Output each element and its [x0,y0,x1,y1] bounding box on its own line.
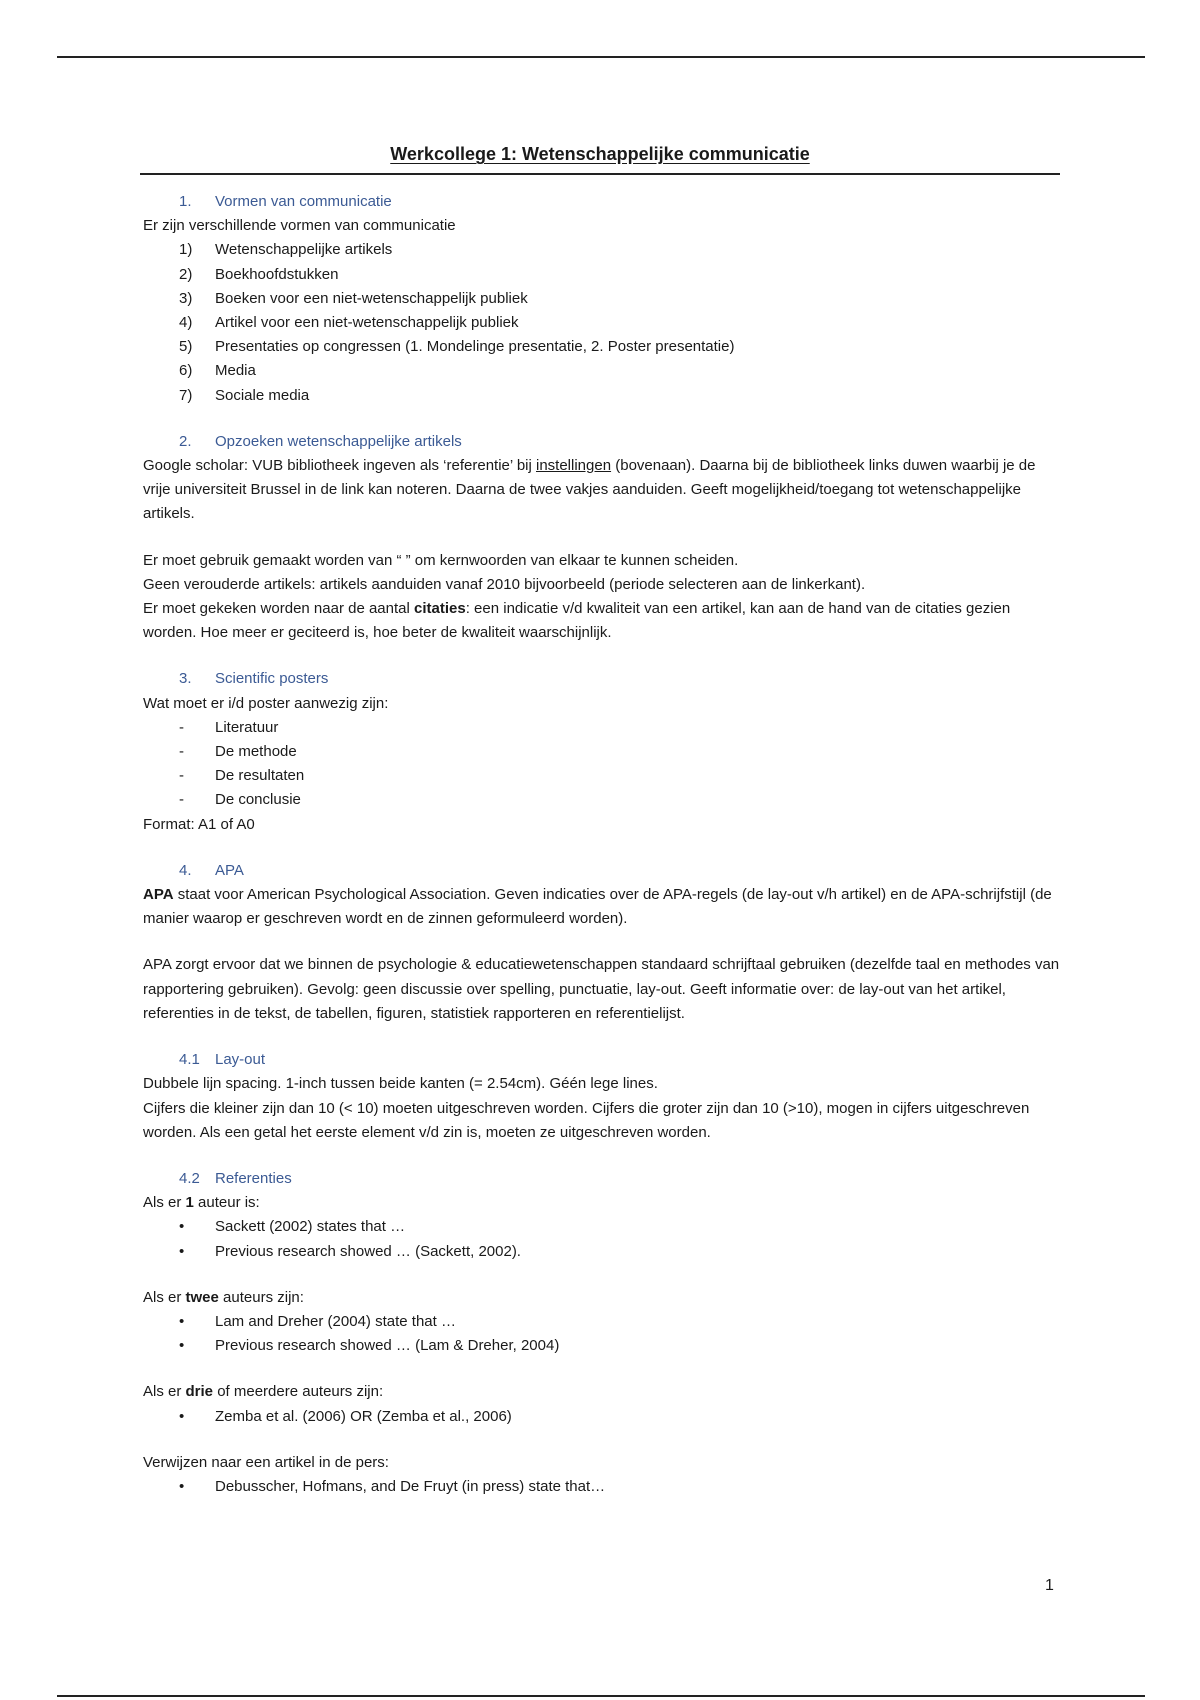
list-item [143,311,1063,335]
title-block [140,144,1060,165]
footer-rule [57,1695,1145,1697]
list-item [143,740,1063,764]
list-item [143,1215,1063,1239]
bold-term: drie [185,1383,214,1401]
dash-list [143,716,1063,813]
bullet-marker: • [179,1312,185,1330]
list-marker: 1) [179,241,193,259]
section-number: 4. [179,861,192,879]
bullet-marker: • [179,1337,185,1355]
list-item [143,1310,1063,1334]
paragraph: Verwijzen naar een artikel in de pers: [143,1453,389,1471]
list-marker: - [179,791,184,809]
text-run: Als er [143,1383,186,1401]
list-item [143,1475,1063,1499]
paragraph: Wat moet er i/d poster aanwezig zijn: [143,694,389,712]
section-title: Referenties [215,1169,292,1187]
page-title: Werkcollege 1: Wetenschappelijke communicatie [390,144,810,164]
paragraph [143,883,1063,931]
list-item [143,263,1063,287]
list-text: Boekhoofdstukken [215,265,339,283]
list-text: Previous research showed … (Sackett, 2002). [215,1242,521,1260]
list-item [143,716,1063,740]
header-rule [57,56,1145,58]
section-4-heading [143,859,1063,883]
bold-term: 1 [185,1194,194,1212]
list-text: Previous research showed … (Lam & Dreher, 2004) [215,1337,560,1355]
list-text: Debusscher, Hofmans, and De Fruyt (in press) state that… [215,1477,606,1495]
text-run: Er moet gekeken worden naar de aantal [143,600,415,618]
list-item [143,788,1063,812]
section-1-heading [143,190,1063,214]
section-number: 3. [179,670,192,688]
list-text: Literatuur [215,718,279,736]
bold-term: twee [185,1288,219,1306]
text-run: Als er [143,1194,186,1212]
list-marker: 4) [179,314,193,332]
paragraph: APA zorgt ervoor dat we binnen de psychologie & educatiewetenschappen standaard schrijftaal gebruiken (dezelfde taal en methodes van rapportering gebruiken). Gevolg: geen discussie over spelling, punctuatie, lay-out. Geeft informatie over: de lay-out van het artikel, referenties in de tekst, de tabellen, figuren, statistiek rapporteren en referentielijst. [143,956,1060,1022]
spacer [143,1145,1063,1167]
section-2-heading [143,430,1063,454]
list-text: Boeken voor een niet-wetenschappelijk publiek [215,289,528,307]
list-marker: 2) [179,265,193,283]
text-run: auteurs zijn: [218,1288,304,1306]
list-item [143,335,1063,359]
list-item [143,1405,1063,1429]
bold-term: APA [143,886,174,904]
section-title: Vormen van communicatie [215,193,392,210]
list-text: Media [215,362,256,380]
text-run: Google scholar: VUB bibliotheek ingeven als ‘referentie’ bij [143,457,536,475]
text-run: staat voor American Psychological Association. Geven indicaties over de APA-regels (de lay-out v/h artikel) en de APA-schrijfstijl (de manier waarop er geschreven wordt en de zinnen geformuleerd worden). [143,886,1052,928]
list-item [143,359,1063,383]
spacer [143,1429,1063,1451]
spacer [143,527,1063,549]
list-item [143,238,1063,262]
list-item [143,287,1063,311]
paragraph [143,1191,1063,1215]
bullet-list [143,1405,1063,1429]
paragraph: Er moet gebruik gemaakt worden van “ ” om kernwoorden van elkaar te kunnen scheiden. [143,551,739,569]
text-run: Als er [143,1288,186,1306]
text-run: : een indicatie v/d kwaliteit van een artikel, kan aan de hand van de citaties gezien worden. Hoe meer er geciteerd is, hoe beter de kwaliteit waarschijnlijk. [143,600,1011,642]
numbered-list [143,238,1063,407]
list-item [143,1240,1063,1264]
section-4-1-heading [143,1048,1063,1072]
section-number: 2. [179,432,192,450]
list-text: Sackett (2002) states that … [215,1218,406,1236]
section-title: Lay-out [215,1051,266,1069]
paragraph: Dubbele lijn spacing. 1-inch tussen beide kanten (= 2.54cm). Géén lege lines. [143,1075,658,1093]
paragraph: Geen verouderde artikels: artikels aanduiden vanaf 2010 bijvoorbeeld (periode selecteren aan de linkerkant). [143,575,866,593]
bold-term: citaties [414,600,466,618]
list-text: Zemba et al. (2006) OR (Zemba et al., 2006) [215,1407,512,1425]
spacer [143,645,1063,667]
bullet-list [143,1310,1063,1358]
spacer [143,1358,1063,1380]
bullet-marker: • [179,1407,185,1425]
spacer [143,1026,1063,1048]
bullet-list [143,1475,1063,1499]
paragraph [143,1380,1063,1404]
list-item [143,764,1063,788]
bullet-marker: • [179,1242,185,1260]
page-number: 1 [1045,1577,1054,1594]
list-item [143,384,1063,408]
section-title: Opzoeken wetenschappelijke artikels [215,432,462,450]
text-run: of meerdere auteurs zijn: [213,1383,384,1401]
document-body [143,190,1063,1499]
list-text: De resultaten [215,767,305,785]
paragraph: Er zijn verschillende vormen van communicatie [143,217,456,235]
spacer [143,931,1063,953]
list-text: Wetenschappelijke artikels [215,241,393,259]
text-run: auteur is: [193,1194,260,1212]
list-marker: - [179,743,184,761]
section-number: 4.1 [179,1051,200,1069]
spacer [143,1264,1063,1286]
bullet-marker: • [179,1218,185,1236]
bullet-list [143,1215,1063,1263]
list-text: De conclusie [215,791,301,809]
list-text: Artikel voor een niet-wetenschappelijk publiek [215,314,519,332]
section-title: Scientific posters [215,670,329,688]
paragraph [143,1286,1063,1310]
paragraph [143,454,1063,527]
section-number: 4.2 [179,1169,200,1187]
underlined-term: instellingen [536,457,612,475]
bullet-marker: • [179,1477,185,1495]
list-text: Sociale media [215,386,310,404]
list-text: De methode [215,743,297,761]
spacer [143,408,1063,430]
list-marker: 7) [179,386,193,404]
section-4-2-heading [143,1167,1063,1191]
text-run: (bovenaan). Daarna bij de bibliotheek links duwen waarbij je de vrije universiteit Brussel in de link kan noteren. Daarna de twee vakjes aanduiden. Geeft mogelijkheid/toegang tot wetenschappelijke artikels. [143,457,1036,523]
paragraph: Cijfers die kleiner zijn dan 10 (< 10) moeten uitgeschreven worden. Cijfers die groter zijn dan 10 (>10), mogen in cijfers uitgeschreven worden. Als een getal het eerste element v/d zin is, moeten ze uitgeschreven worden. [143,1099,1030,1141]
list-marker: 6) [179,362,193,380]
section-title: APA [215,861,244,879]
paragraph: Format: A1 of A0 [143,815,255,833]
section-number: 1. [179,193,192,210]
list-item [143,1334,1063,1358]
list-marker: - [179,767,184,785]
spacer [143,837,1063,859]
list-marker: 5) [179,338,193,356]
title-rule [140,173,1060,175]
paragraph [143,597,1063,645]
list-text: Presentaties op congressen (1. Mondelinge presentatie, 2. Poster presentatie) [215,338,735,356]
section-3-heading [143,667,1063,691]
list-marker: 3) [179,289,193,307]
list-text: Lam and Dreher (2004) state that … [215,1312,456,1330]
list-marker: - [179,718,184,736]
